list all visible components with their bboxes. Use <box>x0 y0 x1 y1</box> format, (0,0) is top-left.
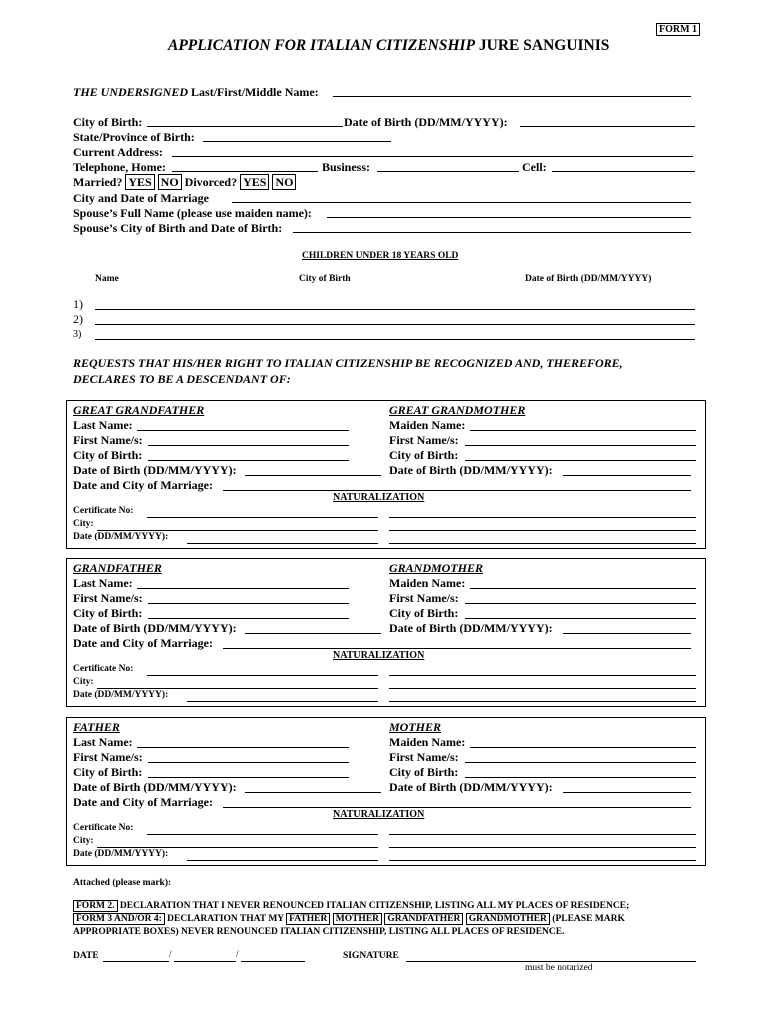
date-month-field[interactable] <box>174 961 236 962</box>
male-certificate-field[interactable] <box>147 834 378 835</box>
ancestor-section <box>66 717 706 866</box>
child-row-field[interactable] <box>95 339 695 340</box>
grandfather-checkbox[interactable]: GRANDFATHER <box>384 913 463 925</box>
female-maiden-name-field[interactable] <box>470 430 696 431</box>
child-row-field[interactable] <box>95 309 695 310</box>
date-day-field[interactable] <box>103 961 169 962</box>
naturalization-heading: NATURALIZATION <box>333 650 425 661</box>
married-no-box[interactable]: NO <box>158 174 182 190</box>
marriage-field[interactable] <box>223 648 691 649</box>
female-certificate-field[interactable] <box>389 834 696 835</box>
current-address-field[interactable] <box>172 156 693 157</box>
female-city-field[interactable] <box>389 847 696 848</box>
male-city-birth-label: City of Birth: <box>73 606 143 620</box>
female-dob-label: Date of Birth (DD/MM/YYYY): <box>389 780 553 794</box>
male-dob-field[interactable] <box>245 475 381 476</box>
male-last-name-field[interactable] <box>137 430 349 431</box>
date-slash: / <box>236 950 239 960</box>
female-first-names-label: First Name/s: <box>389 750 459 764</box>
female-maiden-name-label: Maiden Name: <box>389 735 466 749</box>
male-dob-label: Date of Birth (DD/MM/YYYY): <box>73 463 237 477</box>
female-date-field[interactable] <box>389 860 696 861</box>
male-city-birth-field[interactable] <box>148 618 349 619</box>
city-of-birth-label: City of Birth: <box>73 115 143 129</box>
male-city-field[interactable] <box>97 688 378 689</box>
state-province-label: State/Province of Birth: <box>73 130 195 144</box>
female-first-names-label: First Name/s: <box>389 591 459 605</box>
child-row-num: 3) <box>73 329 82 340</box>
attached-line3: APPROPRIATE BOXES) NEVER RENOUNCED ITALIAN CITIZENSHIP, LISTING ALL PLACES OF RESIDENCE. <box>73 927 565 937</box>
marriage-label: Date and City of Marriage: <box>73 478 213 492</box>
divorced-no-box[interactable]: NO <box>272 174 296 190</box>
certificate-no-label: Certificate No: <box>73 823 134 833</box>
form2-box[interactable]: FORM 2. <box>73 900 118 912</box>
cell-field[interactable] <box>552 171 695 172</box>
signature-label: SIGNATURE <box>343 951 399 961</box>
male-dob-field[interactable] <box>245 633 381 634</box>
request-line: DECLARES TO BE A DESCENDANT OF: <box>73 372 291 386</box>
male-first-names-label: First Name/s: <box>73 433 143 447</box>
attached-label: Attached (please mark): <box>73 878 172 888</box>
male-city-birth-label: City of Birth: <box>73 448 143 462</box>
ancestor-section <box>66 400 706 549</box>
father-checkbox[interactable]: FATHER <box>286 913 330 925</box>
male-first-names-field[interactable] <box>148 603 349 604</box>
form-label: FORM 1 <box>656 23 700 36</box>
male-city-birth-field[interactable] <box>148 460 349 461</box>
male-dob-label: Date of Birth (DD/MM/YYYY): <box>73 780 237 794</box>
page-title: APPLICATION FOR ITALIAN CITIZENSHIP JURE SANGUINIS <box>168 37 610 54</box>
female-certificate-field[interactable] <box>389 517 696 518</box>
city-label: City: <box>73 677 94 687</box>
female-heading: GREAT GRANDMOTHER <box>389 403 526 417</box>
state-province-field[interactable] <box>203 141 391 142</box>
male-city-birth-label: City of Birth: <box>73 765 143 779</box>
naturalization-heading: NATURALIZATION <box>333 809 425 820</box>
male-date-field[interactable] <box>187 543 378 544</box>
children-col-city: City of Birth <box>299 274 351 284</box>
child-row-num: 2) <box>73 312 83 326</box>
child-row-field[interactable] <box>95 324 695 325</box>
male-last-name-field[interactable] <box>137 588 349 589</box>
female-city-birth-label: City of Birth: <box>389 448 459 462</box>
current-address-label: Current Address: <box>73 145 163 159</box>
children-col-dob: Date of Birth (DD/MM/YYYY) <box>525 274 652 284</box>
city-of-birth-field[interactable] <box>147 126 343 127</box>
date-label: Date (DD/MM/YYYY): <box>73 690 169 700</box>
certificate-no-label: Certificate No: <box>73 506 134 516</box>
male-heading: GREAT GRANDFATHER <box>73 403 205 417</box>
date-slash: / <box>169 950 172 960</box>
city-date-marriage-field[interactable] <box>232 202 691 203</box>
telephone-home-label: Telephone, Home: <box>73 160 166 174</box>
marriage-label: Date and City of Marriage: <box>73 636 213 650</box>
certificate-no-label: Certificate No: <box>73 664 134 674</box>
notarized-note: must be notarized <box>525 963 593 973</box>
female-first-names-label: First Name/s: <box>389 433 459 447</box>
spouse-name-label: Spouse’s Full Name (please use maiden name): <box>73 206 312 220</box>
female-city-birth-label: City of Birth: <box>389 606 459 620</box>
female-dob-field[interactable] <box>563 475 691 476</box>
male-last-name-field[interactable] <box>137 747 349 748</box>
male-first-names-field[interactable] <box>148 445 349 446</box>
city-date-marriage-label: City and Date of Marriage <box>73 191 209 205</box>
marriage-field[interactable] <box>223 807 691 808</box>
female-city-birth-field[interactable] <box>465 460 696 461</box>
divorced-yes-box[interactable]: YES <box>240 174 269 190</box>
date-label: DATE <box>73 951 99 961</box>
female-heading: MOTHER <box>389 720 442 734</box>
applicant-name-row: THE UNDERSIGNED Last/First/Middle Name: <box>73 85 319 99</box>
mother-checkbox[interactable]: MOTHER <box>333 913 382 925</box>
male-certificate-field[interactable] <box>147 675 378 676</box>
male-certificate-field[interactable] <box>147 517 378 518</box>
attached-form34-row: FORM 3 AND/OR 4: DECLARATION THAT MY FATHER MOTHER GRANDFATHER GRANDMOTHER (PLEASE MARK <box>73 914 625 924</box>
female-date-field[interactable] <box>389 543 696 544</box>
applicant-name-field[interactable] <box>333 96 691 97</box>
request-line: REQUESTS THAT HIS/HER RIGHT TO ITALIAN CITIZENSHIP BE RECOGNIZED AND, THEREFORE, <box>73 356 623 370</box>
marriage-field[interactable] <box>223 490 691 491</box>
female-maiden-name-label: Maiden Name: <box>389 418 466 432</box>
male-first-names-label: First Name/s: <box>73 591 143 605</box>
children-heading: CHILDREN UNDER 18 YEARS OLD <box>302 251 459 261</box>
married-yes-box[interactable]: YES <box>125 174 154 190</box>
date-year-field[interactable] <box>241 961 305 962</box>
telephone-home-field[interactable] <box>172 171 318 172</box>
city-label: City: <box>73 836 94 846</box>
female-maiden-name-field[interactable] <box>470 588 696 589</box>
male-dob-label: Date of Birth (DD/MM/YYYY): <box>73 621 237 635</box>
grandmother-checkbox[interactable]: GRANDMOTHER <box>466 913 550 925</box>
spouse-birth-label: Spouse’s City of Birth and Date of Birth: <box>73 221 283 235</box>
spouse-name-field[interactable] <box>327 217 691 218</box>
child-row-num: 1) <box>73 297 83 311</box>
male-date-field[interactable] <box>187 701 378 702</box>
male-city-birth-field[interactable] <box>148 777 349 778</box>
female-first-names-field[interactable] <box>465 445 696 446</box>
female-maiden-name-field[interactable] <box>470 747 696 748</box>
spouse-birth-field[interactable] <box>293 232 691 233</box>
male-dob-field[interactable] <box>245 792 381 793</box>
marital-row: Married? YES NO Divorced? YES NO <box>73 175 296 190</box>
male-first-names-field[interactable] <box>148 762 349 763</box>
male-last-name-label: Last Name: <box>73 418 133 432</box>
business-field[interactable] <box>377 171 519 172</box>
male-date-field[interactable] <box>187 860 378 861</box>
female-city-field[interactable] <box>389 688 696 689</box>
male-last-name-label: Last Name: <box>73 735 133 749</box>
male-city-field[interactable] <box>97 847 378 848</box>
male-first-names-label: First Name/s: <box>73 750 143 764</box>
female-first-names-field[interactable] <box>465 762 696 763</box>
city-label: City: <box>73 519 94 529</box>
male-heading: GRANDFATHER <box>73 561 162 575</box>
female-first-names-field[interactable] <box>465 603 696 604</box>
children-col-name: Name <box>95 274 119 284</box>
naturalization-heading: NATURALIZATION <box>333 492 425 503</box>
female-city-birth-label: City of Birth: <box>389 765 459 779</box>
male-heading: FATHER <box>73 720 120 734</box>
cell-label: Cell: <box>522 160 547 174</box>
female-dob-label: Date of Birth (DD/MM/YYYY): <box>389 621 553 635</box>
ancestor-section <box>66 558 706 707</box>
male-city-field[interactable] <box>97 530 378 531</box>
date-of-birth-label: Date of Birth (DD/MM/YYYY): <box>344 115 508 129</box>
date-of-birth-field[interactable] <box>520 126 695 127</box>
date-label: Date (DD/MM/YYYY): <box>73 849 169 859</box>
attached-form2-row: FORM 2. DECLARATION THAT I NEVER RENOUNCED ITALIAN CITIZENSHIP, LISTING ALL MY PLACES OF RESIDENCE; <box>73 901 629 911</box>
female-date-field[interactable] <box>389 701 696 702</box>
female-heading: GRANDMOTHER <box>389 561 484 575</box>
female-city-field[interactable] <box>389 530 696 531</box>
female-dob-field[interactable] <box>563 633 691 634</box>
signature-field[interactable] <box>406 961 696 962</box>
business-label: Business: <box>322 160 371 174</box>
date-label: Date (DD/MM/YYYY): <box>73 532 169 542</box>
female-certificate-field[interactable] <box>389 675 696 676</box>
female-maiden-name-label: Maiden Name: <box>389 576 466 590</box>
male-last-name-label: Last Name: <box>73 576 133 590</box>
form34-box[interactable]: FORM 3 AND/OR 4: <box>73 913 165 925</box>
marriage-label: Date and City of Marriage: <box>73 795 213 809</box>
female-dob-field[interactable] <box>563 792 691 793</box>
female-dob-label: Date of Birth (DD/MM/YYYY): <box>389 463 553 477</box>
female-city-birth-field[interactable] <box>465 777 696 778</box>
female-city-birth-field[interactable] <box>465 618 696 619</box>
